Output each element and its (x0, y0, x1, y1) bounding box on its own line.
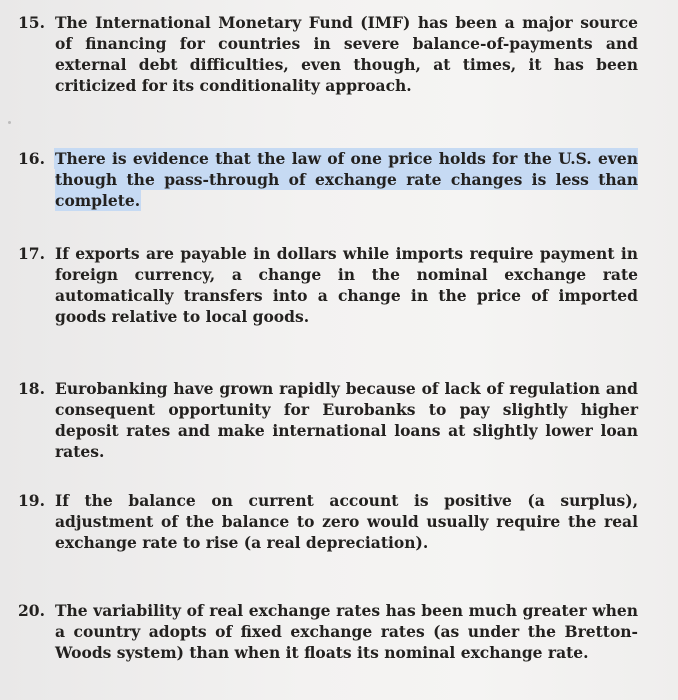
question-number: 19. (18, 491, 45, 510)
question-text: The variability of real exchange rates has been much greater when a country adopts of fixed exchange rates (as under the Bretton-Woods system) than when it floats its nominal exchange rate. (55, 601, 638, 662)
question-text: If exports are payable in dollars while imports require payment in foreign currency, a change in the nominal exchange rate automatically transfers into a change in the price of imported goods relative to local goods. (55, 244, 638, 326)
question-text: If the balance on current account is positive (a surplus), adjustment of the balance to zero would usually require the real exchange rate to rise (a real depreciation). (55, 491, 638, 552)
question-20 (18, 600, 638, 663)
margin-dot (8, 121, 11, 124)
question-number: 18. (18, 379, 45, 398)
question-number: 20. (18, 601, 45, 620)
question-19 (18, 490, 638, 553)
question-number: 15. (18, 13, 45, 32)
question-17 (18, 243, 638, 327)
question-15 (18, 12, 638, 96)
highlighted-question-text[interactable]: There is evidence that the law of one price holds for the U.S. even though the pass-through of exchange rate changes is less than complete. (55, 149, 638, 210)
question-text: The International Monetary Fund (IMF) has been a major source of financing for countries in severe balance-of-payments and external debt difficulties, even though, at times, it has been criticized for its conditionality approach. (55, 13, 638, 95)
question-16 (18, 148, 638, 211)
question-18 (18, 378, 638, 462)
question-number: 17. (18, 244, 45, 263)
question-text: Eurobanking have grown rapidly because of lack of regulation and consequent opportunity for Eurobanks to pay slightly higher deposit rates and make international loans at slightly lower loan rates. (55, 379, 638, 461)
question-number: 16. (18, 149, 45, 168)
